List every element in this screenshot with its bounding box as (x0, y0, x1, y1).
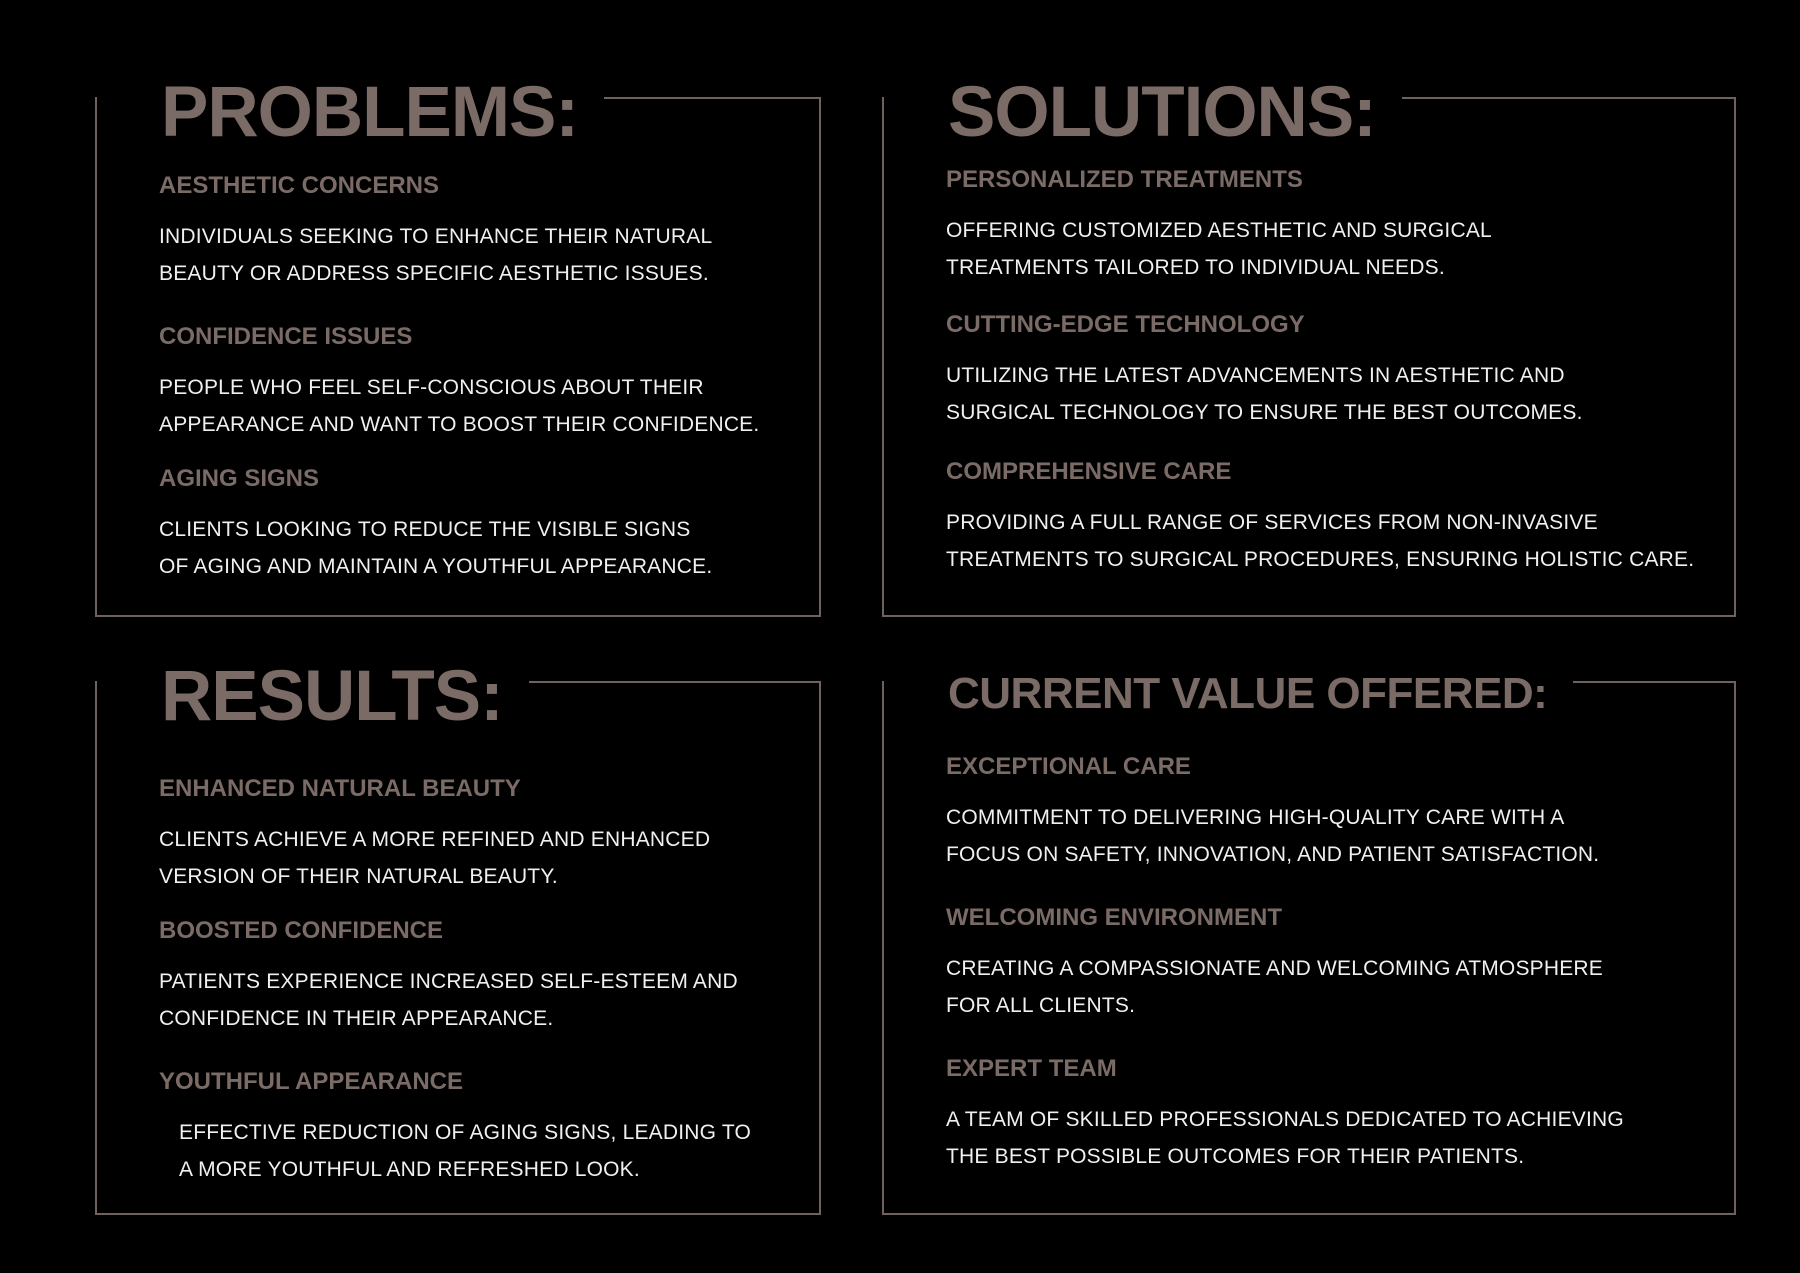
problem-item-aesthetic-concerns (159, 172, 789, 292)
value-item-welcoming-environment (946, 904, 1704, 1024)
item-title: YOUTHFUL APPEARANCE (159, 1068, 464, 1095)
value-heading: CURRENT VALUE OFFERED: (884, 672, 1573, 716)
item-text: CLIENTS LOOKING TO REDUCE THE VISIBLE SIGNS OF AGING AND MAINTAIN A YOUTHFUL APPEARANCE. (159, 518, 713, 578)
problems-panel (95, 73, 821, 617)
item-text: CREATING A COMPASSIONATE AND WELCOMING ATMOSPHERE FOR ALL CLIENTS. (946, 957, 1604, 1017)
item-text: A TEAM OF SKILLED PROFESSIONALS DEDICATED TO ACHIEVING THE BEST POSSIBLE OUTCOMES FOR THEIR PATIENTS. (946, 1108, 1624, 1168)
results-heading: RESULTS: (97, 661, 529, 732)
problems-heading: PROBLEMS: (97, 77, 604, 148)
item-text: PATIENTS EXPERIENCE INCREASED SELF-ESTEEM AND CONFIDENCE IN THEIR APPEARANCE. (159, 970, 738, 1030)
item-title: PERSONALIZED TREATMENTS (946, 166, 1303, 193)
value-panel (882, 669, 1736, 1215)
item-title: CONFIDENCE ISSUES (159, 323, 413, 350)
item-title: WELCOMING ENVIRONMENT (946, 904, 1282, 931)
item-text: INDIVIDUALS SEEKING TO ENHANCE THEIR NATURAL BEAUTY OR ADDRESS SPECIFIC AESTHETIC ISSUES. (159, 225, 712, 285)
item-text: CLIENTS ACHIEVE A MORE REFINED AND ENHANCED VERSION OF THEIR NATURAL BEAUTY. (159, 828, 711, 888)
item-text: COMMITMENT TO DELIVERING HIGH-QUALITY CARE WITH A FOCUS ON SAFETY, INNOVATION, AND PATIENT SATISFACTION. (946, 806, 1600, 866)
solution-item-comprehensive-care (946, 458, 1704, 578)
item-title: CUTTING-EDGE TECHNOLOGY (946, 311, 1305, 338)
item-title: EXCEPTIONAL CARE (946, 753, 1191, 780)
item-title: COMPREHENSIVE CARE (946, 458, 1232, 485)
item-text: PROVIDING A FULL RANGE OF SERVICES FROM NON-INVASIVE TREATMENTS TO SURGICAL PROCEDURES, ENSURING HOLISTIC CARE. (946, 511, 1695, 571)
item-text: EFFECTIVE REDUCTION OF AGING SIGNS, LEADING TO A MORE YOUTHFUL AND REFRESHED LOOK. (179, 1121, 752, 1181)
value-item-exceptional-care (946, 753, 1704, 873)
item-text: PEOPLE WHO FEEL SELF-CONSCIOUS ABOUT THEIR APPEARANCE AND WANT TO BOOST THEIR CONFIDENCE. (159, 376, 760, 436)
results-panel (95, 657, 821, 1215)
solution-item-personalized-treatments (946, 166, 1704, 286)
value-item-expert-team (946, 1055, 1704, 1175)
item-text: UTILIZING THE LATEST ADVANCEMENTS IN AESTHETIC AND SURGICAL TECHNOLOGY TO ENSURE THE BEST OUTCOMES. (946, 364, 1583, 424)
item-text: OFFERING CUSTOMIZED AESTHETIC AND SURGICAL TREATMENTS TAILORED TO INDIVIDUAL NEEDS. (946, 219, 1492, 279)
result-item-youthful-appearance (159, 1068, 789, 1188)
item-title: BOOSTED CONFIDENCE (159, 917, 444, 944)
result-item-enhanced-natural-beauty (159, 775, 789, 895)
item-title: AESTHETIC CONCERNS (159, 172, 440, 199)
solutions-panel (882, 73, 1736, 617)
problem-item-confidence-issues (159, 323, 789, 443)
item-title: EXPERT TEAM (946, 1055, 1117, 1082)
result-item-boosted-confidence (159, 917, 789, 1037)
problem-item-aging-signs (159, 465, 789, 585)
solutions-heading: SOLUTIONS: (884, 77, 1402, 148)
item-title: ENHANCED NATURAL BEAUTY (159, 775, 521, 802)
solution-item-cutting-edge-technology (946, 311, 1704, 431)
item-title: AGING SIGNS (159, 465, 320, 492)
